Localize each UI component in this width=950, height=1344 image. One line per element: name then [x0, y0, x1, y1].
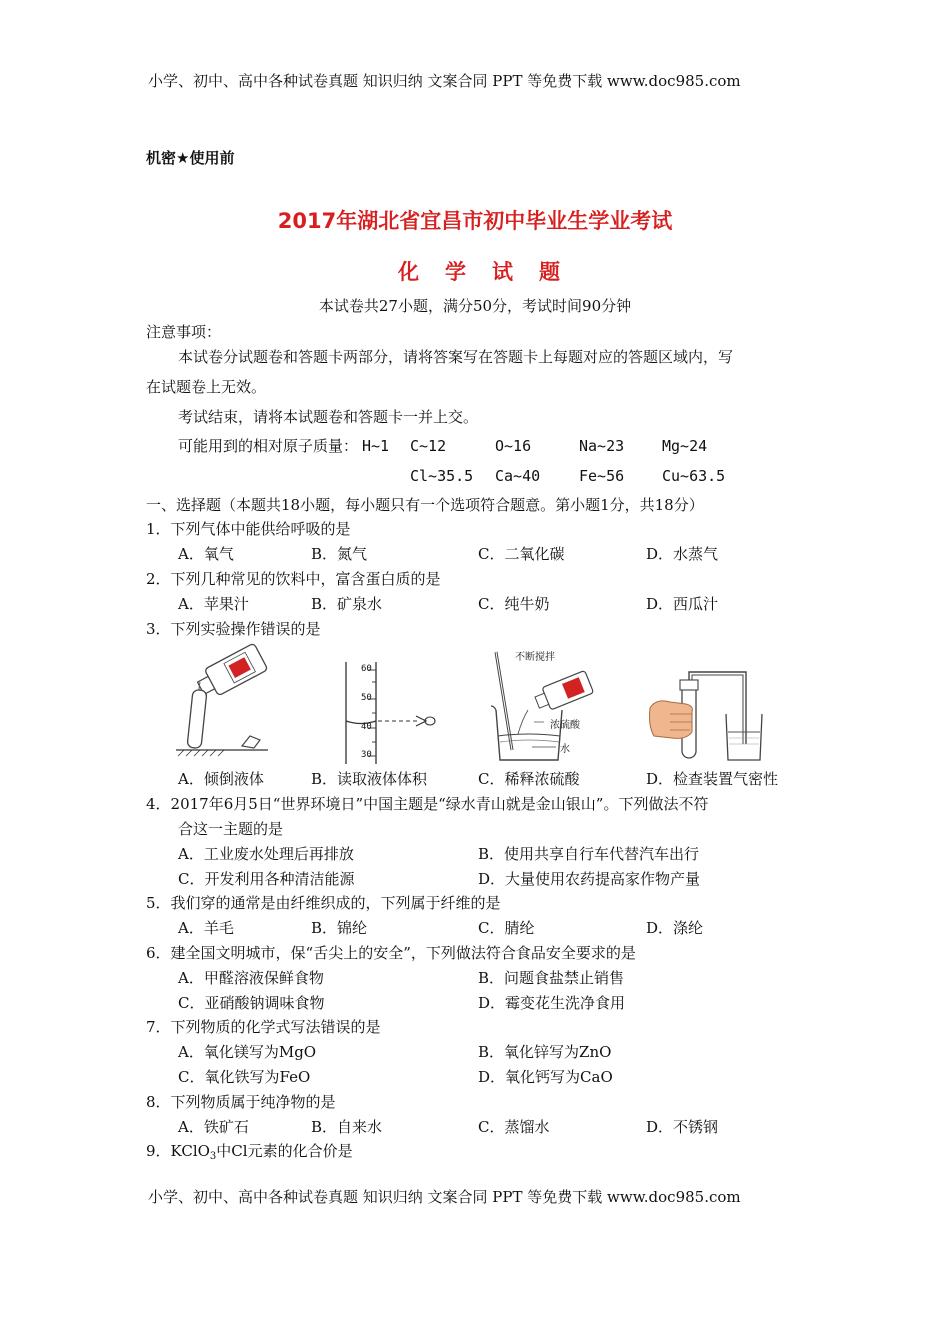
- section-1-heading: 一、选择题（本题共18小题，每小题只有一个选项符合题意。第小题1分，共18分）: [146, 496, 704, 514]
- q2-stem: 2．下列几种常见的饮料中，富含蛋白质的是: [146, 570, 441, 588]
- cylinder-tick-40: 40: [361, 722, 372, 732]
- label-acid: 浓硫酸: [550, 720, 580, 731]
- q5-option-a: A．羊毛: [178, 919, 234, 937]
- exam-title: 2017年湖北省宜昌市初中毕业生学业考试: [277, 209, 673, 233]
- q8-option-a: A．铁矿石: [178, 1118, 249, 1136]
- q7-option-b: B．氧化锌写为ZnO: [478, 1043, 612, 1061]
- q5-option-d: D．涤纶: [646, 919, 704, 937]
- q7-stem: 7．下列物质的化学式写法错误的是: [146, 1018, 381, 1036]
- q6-option-b: B．问题食盐禁止销售: [478, 969, 625, 987]
- q3-option-b: B．读取液体体积: [311, 770, 428, 788]
- secret-label: 机密★使用前: [146, 149, 235, 167]
- q1-option-c: C．二氧化碳: [478, 545, 565, 563]
- masses-label: 可能用到的相对原子质量：: [178, 437, 359, 455]
- q2-option-d: D．西瓜汁: [646, 595, 719, 613]
- q2-option-a: A．苹果汁: [178, 595, 249, 613]
- mass-na: Na~23: [579, 437, 625, 455]
- q5-option-c: C．腈纶: [478, 919, 535, 937]
- q9-stem: [146, 1141, 353, 1167]
- mass-o: O~16: [495, 437, 532, 455]
- mass-cu: Cu~63.5: [662, 467, 726, 485]
- q9-stem-pre: 9．KClO: [146, 1142, 210, 1160]
- q8-stem: 8．下列物质属于纯净物的是: [146, 1093, 336, 1111]
- q2-option-c: C．纯牛奶: [478, 595, 550, 613]
- figure-diluting-acid: [488, 648, 598, 766]
- q4-option-d: D．大量使用农药提高家作物产量: [478, 870, 701, 888]
- cylinder-tick-60: 60: [361, 664, 372, 674]
- notes-heading: 注意事项：: [146, 323, 222, 341]
- label-stir: 不断搅拌: [515, 652, 555, 663]
- q3-option-a: A．倾倒液体: [178, 770, 264, 788]
- q4-stem-line1: 4．2017年6月5日“世界环境日”中国主题是“绿水青山就是金山银山”。下列做法不符: [146, 795, 709, 813]
- q3-stem: 3．下列实验操作错误的是: [146, 620, 321, 638]
- notes-p2: 考试结束，请将本试题卷和答题卡一并上交。: [178, 408, 479, 426]
- q1-option-d: D．水蒸气: [646, 545, 719, 563]
- page-footer: 小学、初中、高中各种试卷真题 知识归纳 文案合同 PPT 等免费下载 www.doc985.com: [148, 1188, 741, 1206]
- q3-option-d: D．检查装置气密性: [646, 770, 779, 788]
- cylinder-tick-30: 30: [361, 750, 372, 760]
- exam-info: 本试卷共27小题，满分50分，考试时间90分钟: [318, 297, 632, 315]
- q6-option-c: C．亚硝酸钠调味食物: [178, 994, 325, 1012]
- q9-stem-subscript: 3: [209, 1151, 217, 1162]
- cylinder-tick-50: 50: [361, 693, 372, 703]
- q7-option-d: D．氧化钙写为CaO: [478, 1068, 613, 1086]
- q4-stem-line2: 合这一主题的是: [178, 820, 284, 838]
- figure-reading-volume: [330, 656, 440, 766]
- notes-p1-line2: 在试题卷上无效。: [146, 378, 267, 396]
- figure-airtightness-check: [646, 652, 766, 764]
- q8-option-b: B．自来水: [311, 1118, 383, 1136]
- q7-option-c: C．氧化铁写为FeO: [178, 1068, 311, 1086]
- mass-ca: Ca~40: [495, 467, 541, 485]
- q2-option-b: B．矿泉水: [311, 595, 383, 613]
- figure-pouring-liquid: [168, 642, 278, 762]
- page-header: 小学、初中、高中各种试卷真题 知识归纳 文案合同 PPT 等免费下载 www.doc985.com: [148, 72, 741, 90]
- mass-h: H~1: [362, 437, 390, 455]
- q1-stem: 1．下列气体中能供给呼吸的是: [146, 520, 351, 538]
- exam-subtitle: 化学试题: [398, 260, 586, 284]
- q5-option-b: B．锦纶: [311, 919, 368, 937]
- q8-option-c: C．蒸馏水: [478, 1118, 550, 1136]
- q5-stem: 5．我们穿的通常是由纤维织成的，下列属于纤维的是: [146, 894, 501, 912]
- q1-option-a: A．氧气: [178, 545, 234, 563]
- mass-mg: Mg~24: [662, 437, 708, 455]
- q8-option-d: D．不锈钢: [646, 1118, 719, 1136]
- q4-option-b: B．使用共享自行车代替汽车出行: [478, 845, 700, 863]
- q1-option-b: B．氮气: [311, 545, 368, 563]
- q6-stem: 6．建全国文明城市，保“舌尖上的安全”，下列做法符合食品安全要求的是: [146, 944, 636, 962]
- mass-fe: Fe~56: [579, 467, 625, 485]
- q6-option-d: D．霉变花生洗净食用: [478, 994, 626, 1012]
- q4-option-c: C．开发利用各种清洁能源: [178, 870, 355, 888]
- q3-option-c: C．稀释浓硫酸: [478, 770, 580, 788]
- q6-option-a: A．甲醛溶液保鲜食物: [178, 969, 324, 987]
- q9-stem-post: 中Cl元素的化合价是: [216, 1142, 353, 1160]
- q7-option-a: A．氧化镁写为MgO: [178, 1043, 317, 1061]
- q4-option-a: A．工业废水处理后再排放: [178, 845, 354, 863]
- mass-cl: Cl~35.5: [410, 467, 474, 485]
- label-water: 水: [560, 744, 570, 755]
- notes-p1-line1: 本试卷分试题卷和答题卡两部分，请将答案写在答题卡上每题对应的答题区域内，写: [178, 348, 734, 366]
- mass-c: C~12: [410, 437, 447, 455]
